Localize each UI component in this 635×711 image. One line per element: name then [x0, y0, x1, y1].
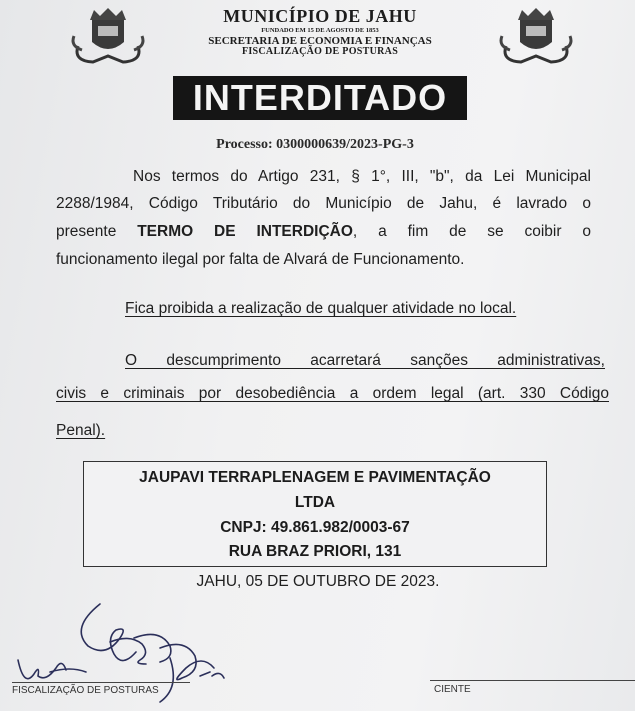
founded-date: FUNDADO EM 15 DE AGOSTO DE 1853 — [261, 27, 379, 34]
document-date: JAHU, 05 DE OUTUBRO DE 2023. — [196, 573, 440, 590]
company-name-suffix: LTDA — [294, 494, 336, 511]
paragraph-line: O descumprimento acarretará sanções administrativas, — [125, 352, 605, 369]
text-fragment: , a fim de se coibir o — [352, 223, 591, 240]
signature-line-left — [12, 682, 190, 683]
term-title: TERMO DE INTERDIÇÃO — [137, 223, 353, 240]
municipality-title: MUNICÍPIO DE JAHU — [223, 6, 417, 26]
acknowledgement-label: CIENTE — [434, 684, 471, 695]
city-seal-icon — [68, 6, 148, 68]
inspector-signature-label: FISCALIZAÇÃO DE POSTURAS — [12, 685, 159, 696]
paragraph-line: civis e criminais por desobediência a ordem legal (art. 330 Código — [56, 385, 609, 402]
prohibition-notice: Fica proibida a realização de qualquer atividade no local. — [125, 300, 517, 317]
paragraph-line: Penal). — [56, 422, 106, 439]
signature-line-right — [430, 680, 635, 681]
division-name: FISCALIZAÇÃO DE POSTURAS — [241, 46, 399, 57]
company-cnpj: CNPJ: 49.861.982/0003-67 — [220, 519, 410, 536]
paragraph-line: Nos termos do Artigo 231, § 1°, III, "b", da Lei Municipal — [133, 168, 591, 185]
text-fragment: presente — [56, 223, 138, 240]
paragraph-line: 2288/1984, Código Tributário do Município de Jahu, é lavrado o — [56, 195, 591, 212]
interdicted-banner: INTERDITADO — [173, 76, 467, 120]
secretariat-name: SECRETARIA DE ECONOMIA E FINANÇAS — [208, 35, 432, 47]
paragraph-line: funcionamento ilegal por falta de Alvará de Funcionamento. — [56, 251, 465, 268]
company-address: RUA BRAZ PRIORI, 131 — [228, 543, 402, 560]
city-seal-icon — [496, 6, 576, 68]
company-box — [83, 461, 547, 567]
process-number: Processo: 0300000639/2023-PG-3 — [216, 137, 414, 152]
company-name: JAUPAVI TERRAPLENAGEM E PAVIMENTAÇÃO — [139, 469, 491, 486]
paragraph-line — [56, 223, 591, 241]
